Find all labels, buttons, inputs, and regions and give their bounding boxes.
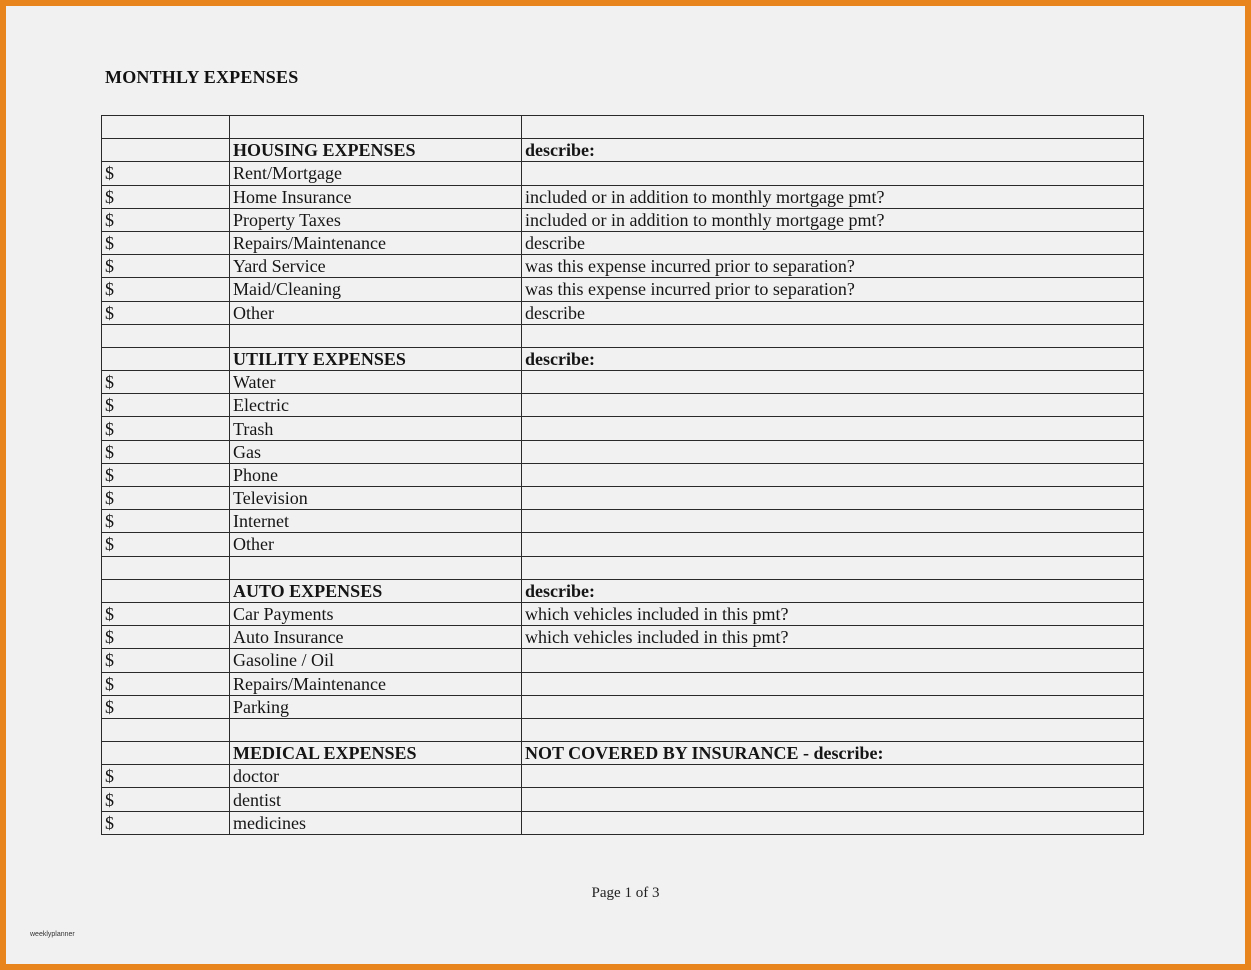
description-cell: which vehicles included in this pmt? <box>522 626 1144 649</box>
expense-label-cell <box>230 556 522 579</box>
expense-label-cell: Trash <box>230 417 522 440</box>
amount-cell: $ <box>102 255 230 278</box>
amount-cell <box>102 579 230 602</box>
table-row <box>102 626 1144 649</box>
amount-cell: $ <box>102 301 230 324</box>
description-cell: which vehicles included in this pmt? <box>522 602 1144 625</box>
description-cell: was this expense incurred prior to separation? <box>522 255 1144 278</box>
amount-cell: $ <box>102 788 230 811</box>
section-header-row <box>102 579 1144 602</box>
table-row <box>102 533 1144 556</box>
table-row <box>102 649 1144 672</box>
amount-cell: $ <box>102 231 230 254</box>
expense-label-cell: Auto Insurance <box>230 626 522 649</box>
table-row <box>102 556 1144 579</box>
description-cell: describe <box>522 231 1144 254</box>
description-cell: included or in addition to monthly mortgage pmt? <box>522 208 1144 231</box>
table-row <box>102 324 1144 347</box>
table-row <box>102 602 1144 625</box>
amount-cell: $ <box>102 695 230 718</box>
expense-label-cell: UTILITY EXPENSES <box>230 347 522 370</box>
description-cell <box>522 533 1144 556</box>
description-cell <box>522 463 1144 486</box>
expense-label-cell: Phone <box>230 463 522 486</box>
expense-label-cell: MEDICAL EXPENSES <box>230 742 522 765</box>
description-cell <box>522 324 1144 347</box>
amount-cell <box>102 324 230 347</box>
expense-label-cell: Electric <box>230 394 522 417</box>
expense-label-cell: Maid/Cleaning <box>230 278 522 301</box>
amount-cell: $ <box>102 672 230 695</box>
expense-label-cell: Gasoline / Oil <box>230 649 522 672</box>
watermark-text: weeklyplanner <box>30 931 75 938</box>
section-header-row <box>102 742 1144 765</box>
table-row <box>102 487 1144 510</box>
document-title: MONTHLY EXPENSES <box>105 67 299 87</box>
table-row <box>102 371 1144 394</box>
table-row <box>102 185 1144 208</box>
expense-label-cell: Water <box>230 371 522 394</box>
amount-cell <box>102 116 230 139</box>
expense-label-cell: Other <box>230 301 522 324</box>
table-row <box>102 765 1144 788</box>
amount-cell: $ <box>102 626 230 649</box>
table-row <box>102 811 1144 834</box>
expense-label-cell: Repairs/Maintenance <box>230 672 522 695</box>
description-cell: describe: <box>522 139 1144 162</box>
table-row <box>102 440 1144 463</box>
description-cell <box>522 811 1144 834</box>
description-cell <box>522 672 1144 695</box>
description-cell <box>522 116 1144 139</box>
page-number: Page 1 of 3 <box>591 885 660 901</box>
amount-cell <box>102 742 230 765</box>
amount-cell: $ <box>102 417 230 440</box>
amount-cell: $ <box>102 811 230 834</box>
section-header-row <box>102 347 1144 370</box>
description-cell <box>522 718 1144 741</box>
description-cell: was this expense incurred prior to separation? <box>522 278 1144 301</box>
amount-cell: $ <box>102 765 230 788</box>
amount-cell: $ <box>102 440 230 463</box>
expense-label-cell: Yard Service <box>230 255 522 278</box>
description-cell <box>522 556 1144 579</box>
expense-label-cell: AUTO EXPENSES <box>230 579 522 602</box>
amount-cell: $ <box>102 394 230 417</box>
description-cell <box>522 765 1144 788</box>
description-cell: included or in addition to monthly mortgage pmt? <box>522 185 1144 208</box>
table-row <box>102 718 1144 741</box>
table-row <box>102 788 1144 811</box>
expense-label-cell: Parking <box>230 695 522 718</box>
description-cell <box>522 510 1144 533</box>
amount-cell <box>102 556 230 579</box>
table-row <box>102 695 1144 718</box>
description-cell <box>522 487 1144 510</box>
description-cell: describe: <box>522 579 1144 602</box>
amount-cell: $ <box>102 162 230 185</box>
expense-label-cell: dentist <box>230 788 522 811</box>
expense-label-cell: doctor <box>230 765 522 788</box>
expense-label-cell: medicines <box>230 811 522 834</box>
description-cell: describe <box>522 301 1144 324</box>
table-row <box>102 208 1144 231</box>
description-cell <box>522 371 1144 394</box>
amount-cell: $ <box>102 533 230 556</box>
table-row <box>102 301 1144 324</box>
description-cell <box>522 788 1144 811</box>
table-row <box>102 394 1144 417</box>
amount-cell: $ <box>102 510 230 533</box>
expense-label-cell: HOUSING EXPENSES <box>230 139 522 162</box>
amount-cell: $ <box>102 602 230 625</box>
expense-label-cell: Property Taxes <box>230 208 522 231</box>
amount-cell <box>102 347 230 370</box>
description-cell <box>522 162 1144 185</box>
table-row <box>102 672 1144 695</box>
description-cell: describe: <box>522 347 1144 370</box>
table-row <box>102 278 1144 301</box>
description-cell <box>522 394 1144 417</box>
amount-cell: $ <box>102 371 230 394</box>
table-row <box>102 116 1144 139</box>
expense-label-cell: Repairs/Maintenance <box>230 231 522 254</box>
expense-label-cell <box>230 116 522 139</box>
expense-label-cell <box>230 718 522 741</box>
description-cell <box>522 440 1144 463</box>
table-row <box>102 510 1144 533</box>
expense-label-cell: Car Payments <box>230 602 522 625</box>
amount-cell: $ <box>102 185 230 208</box>
description-cell <box>522 649 1144 672</box>
expense-label-cell: Television <box>230 487 522 510</box>
description-cell: NOT COVERED BY INSURANCE - describe: <box>522 742 1144 765</box>
section-header-row <box>102 139 1144 162</box>
description-cell <box>522 695 1144 718</box>
amount-cell <box>102 718 230 741</box>
table-row <box>102 417 1144 440</box>
expense-label-cell: Home Insurance <box>230 185 522 208</box>
table-row <box>102 231 1144 254</box>
amount-cell: $ <box>102 487 230 510</box>
description-cell <box>522 417 1144 440</box>
amount-cell: $ <box>102 649 230 672</box>
amount-cell: $ <box>102 208 230 231</box>
table-row <box>102 255 1144 278</box>
amount-cell: $ <box>102 463 230 486</box>
expense-label-cell <box>230 324 522 347</box>
expense-label-cell: Gas <box>230 440 522 463</box>
table-row <box>102 463 1144 486</box>
amount-cell <box>102 139 230 162</box>
amount-cell: $ <box>102 278 230 301</box>
expense-label-cell: Rent/Mortgage <box>230 162 522 185</box>
expenses-table-body <box>102 116 1144 835</box>
expense-label-cell: Other <box>230 533 522 556</box>
expenses-table <box>101 115 1144 835</box>
expense-label-cell: Internet <box>230 510 522 533</box>
table-row <box>102 162 1144 185</box>
